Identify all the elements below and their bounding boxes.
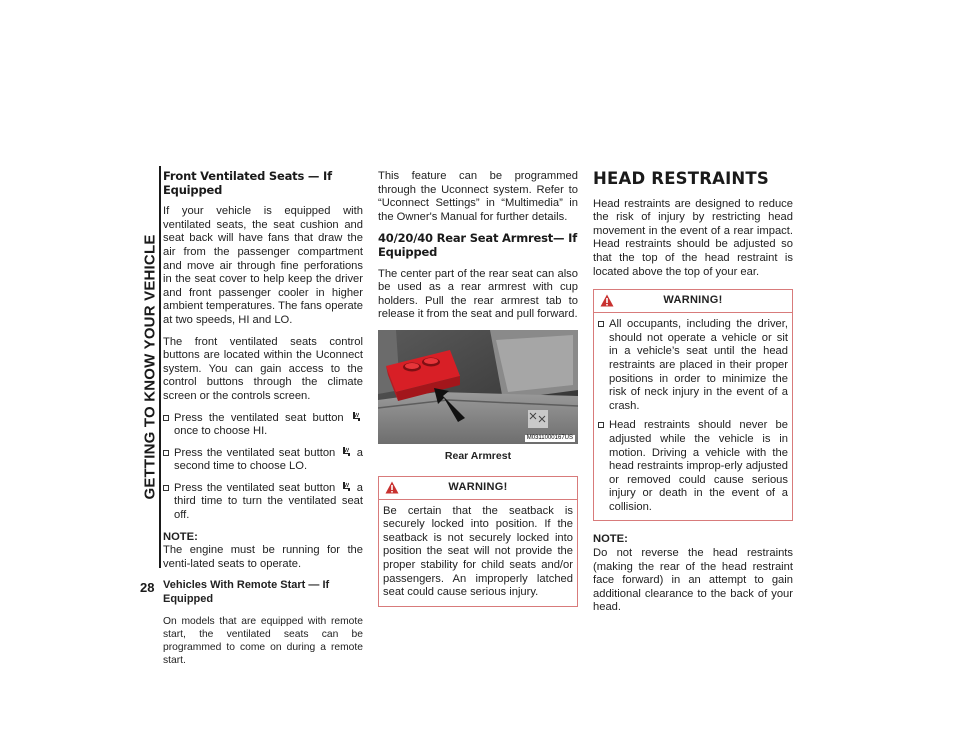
- ventilated-seat-icon: [342, 447, 351, 457]
- warning-box-seatback: [378, 476, 578, 607]
- page-number: 28: [140, 580, 155, 595]
- warning-triangle-icon: [385, 481, 399, 494]
- bullet-box-icon: [163, 415, 169, 421]
- note: [163, 531, 363, 572]
- bullet-box-icon: [163, 485, 169, 491]
- warning-box-head-restraints: [593, 289, 793, 521]
- bullet-box-icon: [598, 422, 604, 428]
- remote-start-heading: Vehicles With Remote Start — If Equipped: [163, 579, 330, 606]
- list-item: Press the ventilated seat button a third time to turn the ventilated seat off.: [163, 482, 363, 523]
- rear-armrest-illustration: [378, 330, 578, 444]
- list-item: Head restraints should never be adjusted while the vehicle is in motion. Driving a vehicle with the head restraints improp-erly adjusted or removed could cause serious injury or death in the event of a collision.: [598, 419, 788, 514]
- warning-title: WARNING!: [448, 480, 508, 493]
- list-item: All occupants, including the driver, should not operate a vehicle or sit in a vehicle’s seat until the head restraints are placed in their proper positions in order to minimize the risk of neck injury in the event of a crash.: [598, 318, 788, 413]
- column-head-restraints: [593, 170, 793, 623]
- ventilated-seats-controls: The front ventilated seats control buttons are located within the Uconnect system. You can gain access to the control buttons through the climate screen or the controls screen.: [163, 335, 363, 402]
- rear-armrest-text: The center part of the rear seat can also be used as a rear armrest with cup holders. Pull the rear armrest tab to release it from the seat and pull forward.: [378, 267, 578, 321]
- remote-start-text: On models that are equipped with remote start, the ventilated seats can be programmed to come on during a remote start.: [163, 615, 363, 666]
- note-text: Do not reverse the head restraints (making the rear of the head restraint face forward) in an attempt to gain additional clearance to the back of your head.: [593, 547, 793, 614]
- rear-armrest-heading: 40/20/40 Rear Seat Armrest— If Equipped: [378, 231, 578, 259]
- note-label: NOTE:: [163, 530, 198, 543]
- chapter-side-tab: [139, 166, 161, 568]
- warning-title: WARNING!: [663, 294, 723, 307]
- ventilated-seats-heading: Front Ventilated Seats — If Equipped: [163, 169, 332, 197]
- head-restraints-intro: Head restraints are designed to reduce the risk of injury by restricting head movement in the event of a rear impact. Head restraints should be adjusted so that the top of the head restraint is located above the top of your ear.: [593, 197, 793, 278]
- warning-body: [594, 313, 792, 520]
- warning-triangle-icon: [600, 294, 614, 307]
- note-label: NOTE:: [593, 533, 628, 546]
- figure-code: M0311000167US: [526, 434, 573, 441]
- head-restraints-heading: HEAD RESTRAINTS: [593, 169, 769, 188]
- warning-header: [594, 290, 792, 313]
- chapter-divider: [159, 166, 161, 568]
- note: [593, 533, 793, 615]
- uconnect-settings-text: This feature can be programmed through the Uconnect system. Refer to “Uconnect Settings” in “Multimedia” in the Owner's Manual for further details.: [378, 170, 578, 223]
- warning-text: Be certain that the seatback is securely locked into position. If the seatback is not securely locked into position the seat will not provide the proper stability for child seats and/or passengers. An improperly latched seat could cause serious injury.: [383, 504, 573, 599]
- rear-armrest-figure: [378, 330, 578, 444]
- ventilated-seat-icon: [352, 412, 361, 422]
- ventilated-seat-icon: [342, 482, 351, 492]
- note-text: The engine must be running for the venti-lated seats to operate.: [163, 544, 363, 570]
- warning-body: [379, 500, 577, 606]
- list-item: Press the ventilated seat button a second time to choose LO.: [163, 447, 363, 474]
- column-ventilated-seats: [163, 170, 363, 667]
- ventilated-seats-intro: If your vehicle is equipped with ventilated seats, the seat cushion and seat back will have fans that draw the air from the passenger compartment and move air through fine perforations in the seat cover to help keep the driver and front passenger cooler in higher ambient temperatures. The fans operate at two speeds, HI and LO.: [163, 205, 363, 326]
- chapter-title: GETTING TO KNOW YOUR VEHICLE: [141, 234, 159, 500]
- column-rear-armrest: [378, 170, 578, 619]
- bullet-box-icon: [163, 450, 169, 456]
- list-item: Press the ventilated seat button once to choose HI.: [163, 412, 363, 439]
- bullet-box-icon: [598, 321, 604, 327]
- warning-header: [379, 477, 577, 500]
- figure-caption: Rear Armrest: [444, 449, 512, 462]
